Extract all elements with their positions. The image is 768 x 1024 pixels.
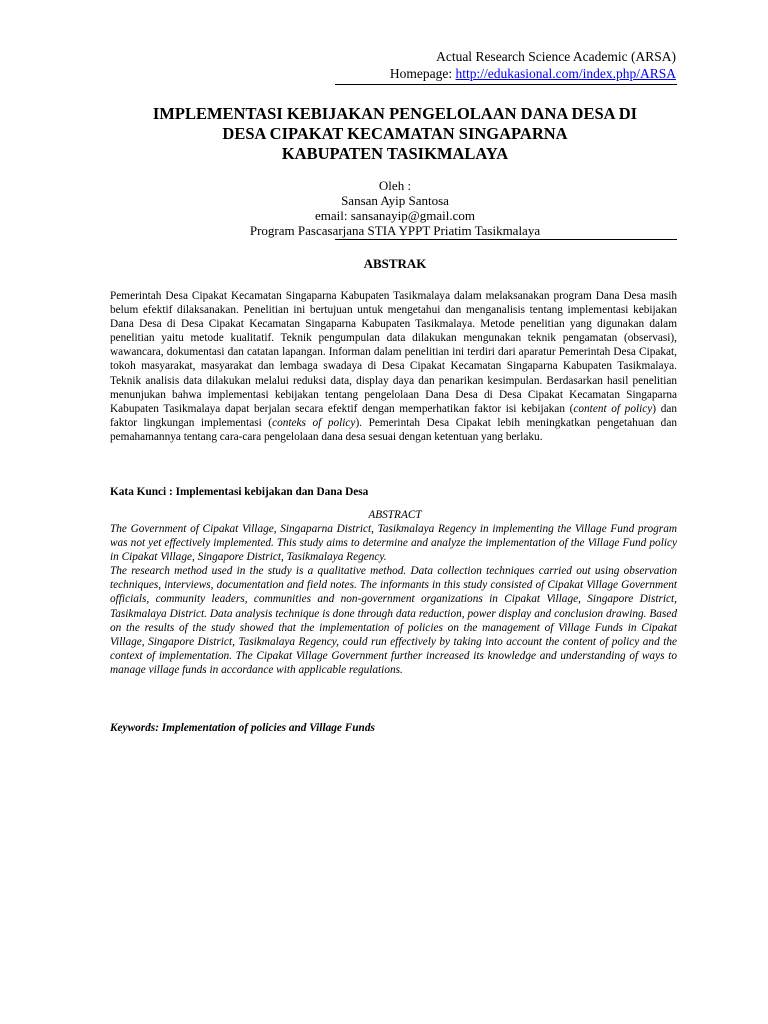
abstrak-heading: ABSTRAK — [363, 256, 427, 271]
abstract-text — [110, 522, 677, 677]
abstract-heading: ABSTRACT — [368, 509, 422, 521]
header-rule — [335, 84, 677, 85]
abstrak-text-part-3: ). Pemerintah Desa Cipakat lebih meningkatkan pengetahuan dan pemahamannya tentang cara-cara pengelolaan dana desa sesuai dengan ketentuan yang berlaku. — [110, 416, 677, 443]
abstrak-text-part-1: Pemerintah Desa Cipakat Kecamatan Singaparna Kabupaten Tasikmalaya dalam melaksanakan program Dana Desa masih belum efektif dilaksanakan. Penelitian ini bertujuan untuk mengetahui dan menganalisis tentang implementasi kebijakan Dana Desa di Desa Cipakat Kecamatan Singaparna Kabupaten Tasikmalaya. Metode penelitian yang digunakan dalam penelitian yaitu metode kualitatif. Teknik pengumpulan data dilakukan mengunakan teknik pengamatan (observasi), wawancara, dokumentasi dan catatan lapangan. Informan dalam penelitian ini terdiri dari aparatur Pemerintah Desa Cipakat, tokoh masyarakat, masyarakat dan lembaga swadaya di Desa Cipakat Kecamatan Singaparna Kabupaten Tasikmalaya. Teknik analisis data dilakukan melalui reduksi data, display daya dan penarikan kesimpulan. Berdasarkan hasil penelitian menunjukan bahwa implementasi kebijakan tentang pengelolaan Dana Desa di Desa Cipakat Kecamatan Singaparna Kabupaten Tasikmalaya dapat berjalan secara efektif dengan memperhatikan faktor isi kebijakan ( — [110, 290, 677, 415]
abstrak-text — [110, 289, 677, 444]
kata-kunci: Kata Kunci : Implementasi kebijakan dan Dana Desa — [110, 486, 369, 498]
journal-name: Actual Research Science Academic (ARSA) — [436, 49, 676, 64]
author-email: email: sansanayip@gmail.com — [315, 208, 475, 223]
journal-homepage — [390, 65, 676, 82]
abstract-paragraph-1: The Government of Cipakat Village, Singaparna District, Tasikmalaya Regency in implementing the Village Fund program was not yet effectively implemented. This study aims to determine and analyze the implementation of the Village Fund policy in Cipakat Village, Singapore District, Tasikmalaya Regency. — [110, 523, 677, 564]
author-affiliation: Program Pascasarjana STIA YPPT Priatim Tasikmalaya — [249, 223, 541, 238]
abstrak-italic-content-of-policy: content of policy — [573, 402, 653, 415]
abstrak-italic-conteks-of-policy: conteks of policy — [272, 416, 356, 429]
homepage-link[interactable]: http://edukasional.com/index.php/ARSA — [455, 66, 676, 81]
author-by: Oleh : — [378, 178, 412, 193]
abstrak-text-part-2: ) dan faktor lingkungan implementasi ( — [110, 402, 678, 429]
author-block — [100, 178, 690, 238]
title-line-2: DESA CIPAKAT KECAMATAN SINGAPARNA — [222, 124, 568, 143]
title-line-3: KABUPATEN TASIKMALAYA — [281, 144, 509, 163]
keywords: Keywords: Implementation of policies and Village Funds — [110, 722, 375, 734]
author-name: Sansan Ayip Santosa — [341, 193, 449, 208]
paper-title — [100, 104, 690, 164]
journal-header — [390, 48, 676, 82]
abstract-paragraph-2: The research method used in the study is a qualitative method. Data collection techniques carried out using observation techniques, interviews, documentation and field notes. The informants in this study consisted of Cipakat Village Government officials, community leaders, communities and non-government organizations in Cipakat Village, Singapore District, Tasikmalaya District. Data analysis technique is done through data reduction, power display and conclusion drawing. Based on the results of the study showed that the implementation of policies on the management of Village Funds in Cipakat Village, Singapore District, Tasikmalaya Regency, could run effectively by taking into account the content of policy and the context of implementation. The Cipakat Village Government further increased its knowledge and understanding of ways to manage village funds in accordance with applicable regulations. — [110, 565, 677, 676]
homepage-label: Homepage: — [389, 66, 456, 81]
title-line-1: IMPLEMENTASI KEBIJAKAN PENGELOLAAN DANA DESA DI — [152, 104, 638, 123]
author-rule — [335, 239, 677, 240]
